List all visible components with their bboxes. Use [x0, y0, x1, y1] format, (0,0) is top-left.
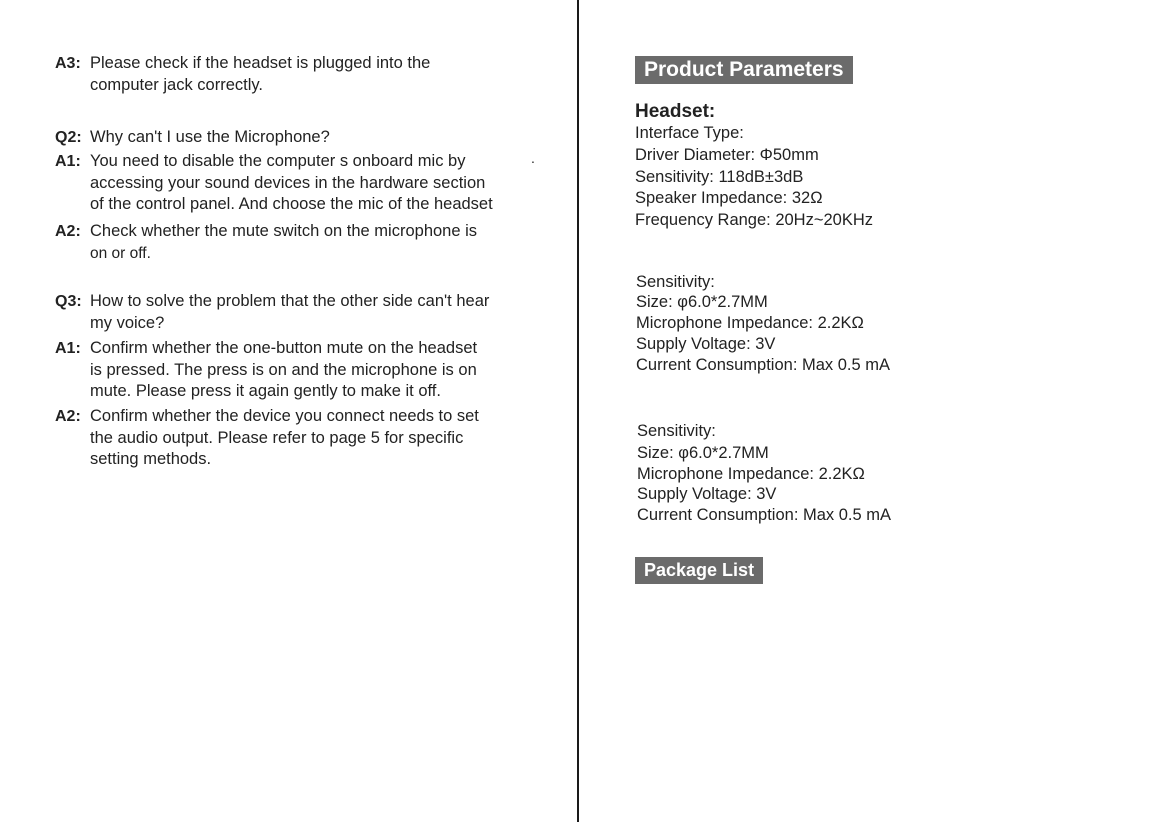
- qa-line: accessing your sound devices in the hardware section: [90, 173, 486, 192]
- qa-label: A3:: [55, 55, 81, 72]
- package-list-heading: Package List: [635, 557, 763, 584]
- qa-line: How to solve the problem that the other side can't hear: [90, 292, 490, 310]
- param-line: Supply Voltage: 3V: [636, 335, 776, 353]
- qa-line: on or off.: [90, 244, 151, 262]
- qa-entry-q2-a2: [55, 221, 555, 264]
- qa-entry-q3-a2: [55, 406, 555, 471]
- qa-line: computer jack correctly.: [90, 75, 263, 94]
- product-parameters-heading: Product Parameters: [635, 56, 853, 84]
- qa-line: Check whether the mute switch on the microphone is: [90, 222, 478, 240]
- qa-line: setting methods.: [90, 450, 212, 468]
- qa-line: mute. Please press it again gently to make it off.: [90, 382, 441, 400]
- param-line: Driver Diameter: Φ50mm: [635, 146, 819, 164]
- headset-section-title: Headset:: [635, 101, 716, 122]
- param-line: Microphone Impedance: 2.2KΩ: [636, 314, 864, 332]
- param-line: Size: φ6.0*2.7MM: [637, 444, 769, 462]
- qa-entry-q3: [55, 291, 555, 334]
- qa-label: A1:: [55, 153, 81, 170]
- param-line: Size: φ6.0*2.7MM: [636, 293, 768, 311]
- qa-label: A2:: [55, 223, 81, 240]
- qa-line: the audio output. Please refer to page 5 for specific: [90, 428, 464, 447]
- stray-mark: .: [531, 150, 535, 166]
- qa-line: Please check if the headset is plugged into the: [90, 54, 431, 72]
- param-line: Sensitivity:: [637, 422, 716, 440]
- page-divider: [577, 0, 579, 822]
- qa-label: Q3:: [55, 293, 82, 310]
- qa-line: is pressed. The press is on and the microphone is on: [90, 360, 477, 379]
- param-line: Sensitivity: 118dB±3dB: [635, 168, 804, 186]
- qa-line: of the control panel. And choose the mic of the headset: [90, 195, 493, 213]
- qa-entry-q3-a1: [55, 338, 555, 403]
- qa-entry-a3: [55, 53, 555, 96]
- param-line: Microphone Impedance: 2.2KΩ: [637, 465, 865, 483]
- qa-label: A1:: [55, 340, 81, 357]
- qa-line: my voice?: [90, 313, 165, 332]
- qa-line: Confirm whether the device you connect needs to set: [90, 407, 479, 425]
- qa-entry-q2-a1: [55, 151, 555, 216]
- qa-line: You need to disable the computer s onboard mic by: [90, 152, 466, 170]
- qa-label: A2:: [55, 408, 81, 425]
- param-line: Speaker Impedance: 32Ω: [635, 189, 823, 207]
- param-line: Interface Type:: [635, 124, 744, 142]
- param-line: Supply Voltage: 3V: [637, 485, 777, 503]
- qa-line: Confirm whether the one-button mute on the headset: [90, 339, 478, 357]
- qa-entry-q2: [55, 127, 555, 149]
- param-line: Current Consumption: Max 0.5 mA: [637, 506, 892, 524]
- param-line: Sensitivity:: [636, 273, 715, 291]
- param-line: Frequency Range: 20Hz~20KHz: [635, 211, 874, 229]
- qa-line: Why can't I use the Microphone?: [90, 128, 330, 146]
- qa-label: Q2:: [55, 129, 82, 146]
- param-line: Current Consumption: Max 0.5 mA: [636, 356, 891, 374]
